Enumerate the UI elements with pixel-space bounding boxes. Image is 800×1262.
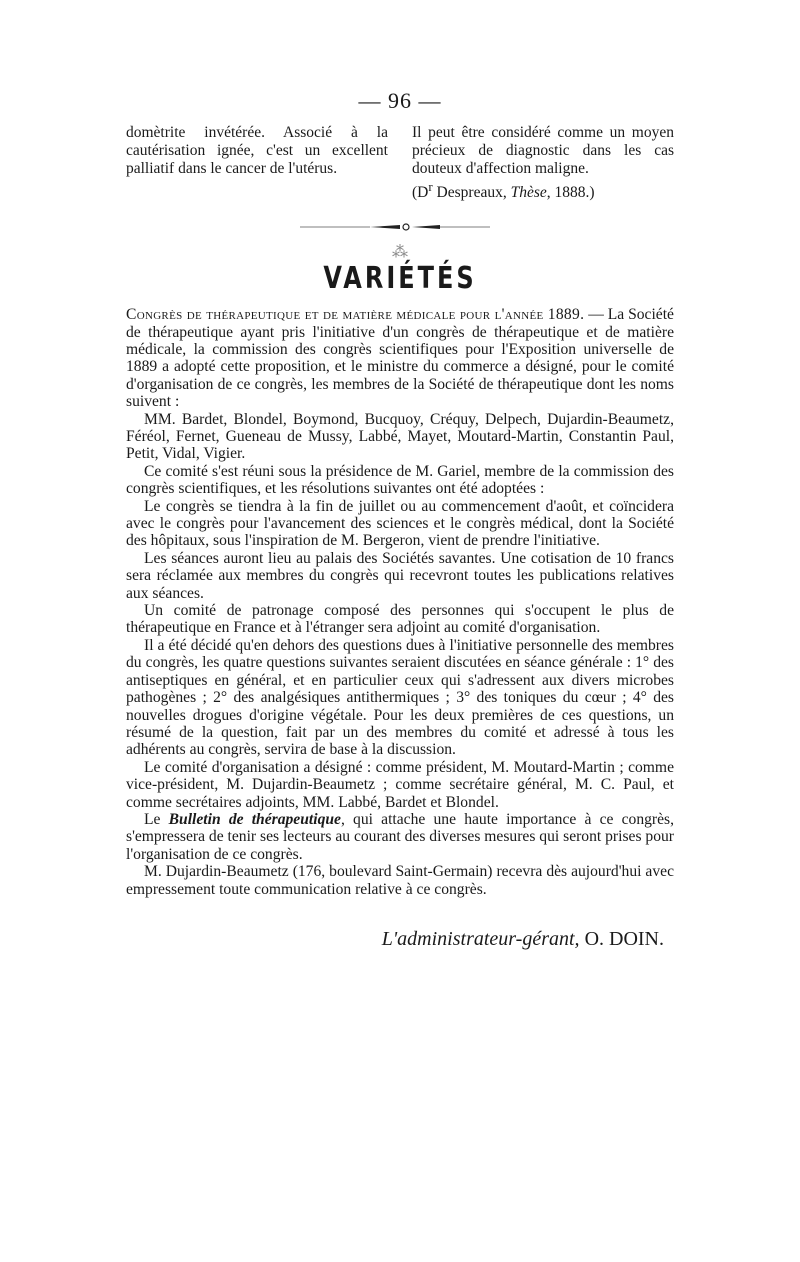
left-column-text: domètrite invétérée. Associé à la cautérisation ignée, c'est un excellent palliatif dans le cancer de l'utérus. (126, 124, 388, 177)
signature (126, 928, 674, 951)
right-column (412, 124, 674, 202)
citation-title: Thèse (510, 184, 547, 202)
document-page (126, 88, 674, 951)
citation-name: Despreaux, (432, 184, 511, 202)
page-number: — 96 — (358, 88, 442, 113)
section-title: VARIÉTÉS (323, 260, 477, 296)
citation-end: , 1888.) (546, 184, 595, 202)
paragraph-questions: Il a été décidé qu'en dehors des questions dues à l'initiative personnelle des membres du congrès, les quatre questions suivantes seraient discutées en séance générale : 1° des antiseptiques en général, et en particulier ceux qui s'adressent aux divers microbes pathogènes ; 2° des analgésiques antithermiques ; 3° des toniques du cœur ; 4° des nouvelles drogues d'origine végétale. Pour les deux premières de ces questions, un résumé de la question, fait par un des membres du comité et adressé à tous les adhérents au congrès, servira de base à la discussion. (126, 636, 674, 759)
paragraph-sessions: Les séances auront lieu au palais des Sociétés savantes. Une cotisation de 10 francs sera réclamée aux membres du congrès qui recevront toutes les publications relatives aux séances. (126, 549, 674, 602)
signature-role: L'administrateur-gérant, (381, 927, 580, 950)
bulletin-prefix: Le (144, 810, 169, 828)
paragraph-final: M. Dujardin-Beaumetz (176, boulevard Saint-Germain) recevra dès aujourd'hui avec empressement toute communication relative à ce congrès. (126, 863, 674, 898)
article-body (126, 306, 674, 898)
paragraph-officers: Le comité d'organisation a désigné : comme président, M. Moutard-Martin ; comme vice-président, M. Dujardin-Beaumetz ; comme secrétaire général, M. C. Paul, et comme secrétaires adjoints, MM. Labbé, Bardet et Blondel. (126, 758, 674, 811)
divider-ornament-icon (300, 220, 500, 234)
citation-prefix: (D (412, 184, 429, 202)
paragraph-bulletin (126, 811, 674, 863)
top-columns (126, 124, 674, 202)
article-heading: Congrès de thérapeutique et de matière médicale pour l'année 1889. (126, 306, 585, 324)
signature-name: O. DOIN. (579, 927, 664, 950)
paragraph-date: Le congrès se tiendra à la fin de juillet ou au commencement d'août, et coïncidera avec le congrès pour l'avancement des sciences et le congrès médical, dont la Société des hôpitaux, sous l'inspiration de M. Bergeron, vient de prendre l'initiative. (126, 497, 674, 550)
paragraph-committee: Ce comité s'est réuni sous la présidence de M. Gariel, membre de la commission des congrès scientifiques, et les résolutions suivantes ont été adoptées : (126, 462, 674, 498)
paragraph-members: MM. Bardet, Blondel, Boymond, Bucquoy, Créquy, Delpech, Dujardin-Beaumetz, Féréol, Fernet, Gueneau de Mussy, Labbé, Mayet, Moutard-Martin, Constantin Paul, Petit, Vidal, Vigier. (126, 410, 674, 463)
asterisk-icon: ⁂ (392, 244, 408, 262)
right-column-body: Il peut être considéré comme un moyen précieux de diagnostic dans les cas douteux d'affection maligne. (412, 124, 674, 177)
bulletin-rest: , qui attache une haute importance à ce congrès, s'empressera de tenir ses lecteurs au courant des diverses mesures qui seront prises pour l'organisation de ce congrès. (126, 810, 674, 863)
paragraph-patronage: Un comité de patronage composé des personnes qui s'occupent le plus de thérapeutique en France et à l'étranger sera adjoint au comité d'organisation. (126, 602, 674, 637)
article-intro (126, 306, 674, 410)
right-column-text (412, 124, 674, 202)
left-column (126, 124, 388, 202)
ornamental-divider (300, 220, 500, 234)
bulletin-title: Bulletin de thérapeutique (168, 810, 341, 828)
citation-sup: r (428, 179, 433, 194)
article-intro-text: — La Société de thérapeutique ayant pris l'initiative d'un congrès de thérapeutique et de matière médicale, la commission des congrès scientifiques pour l'Exposition universelle de 1889 a adopté cette proposition, et le ministre du commerce a désigné, pour le comité d'organisation de ce congrès, les membres de la Société de thérapeutique dont les noms suivent : (126, 306, 674, 411)
